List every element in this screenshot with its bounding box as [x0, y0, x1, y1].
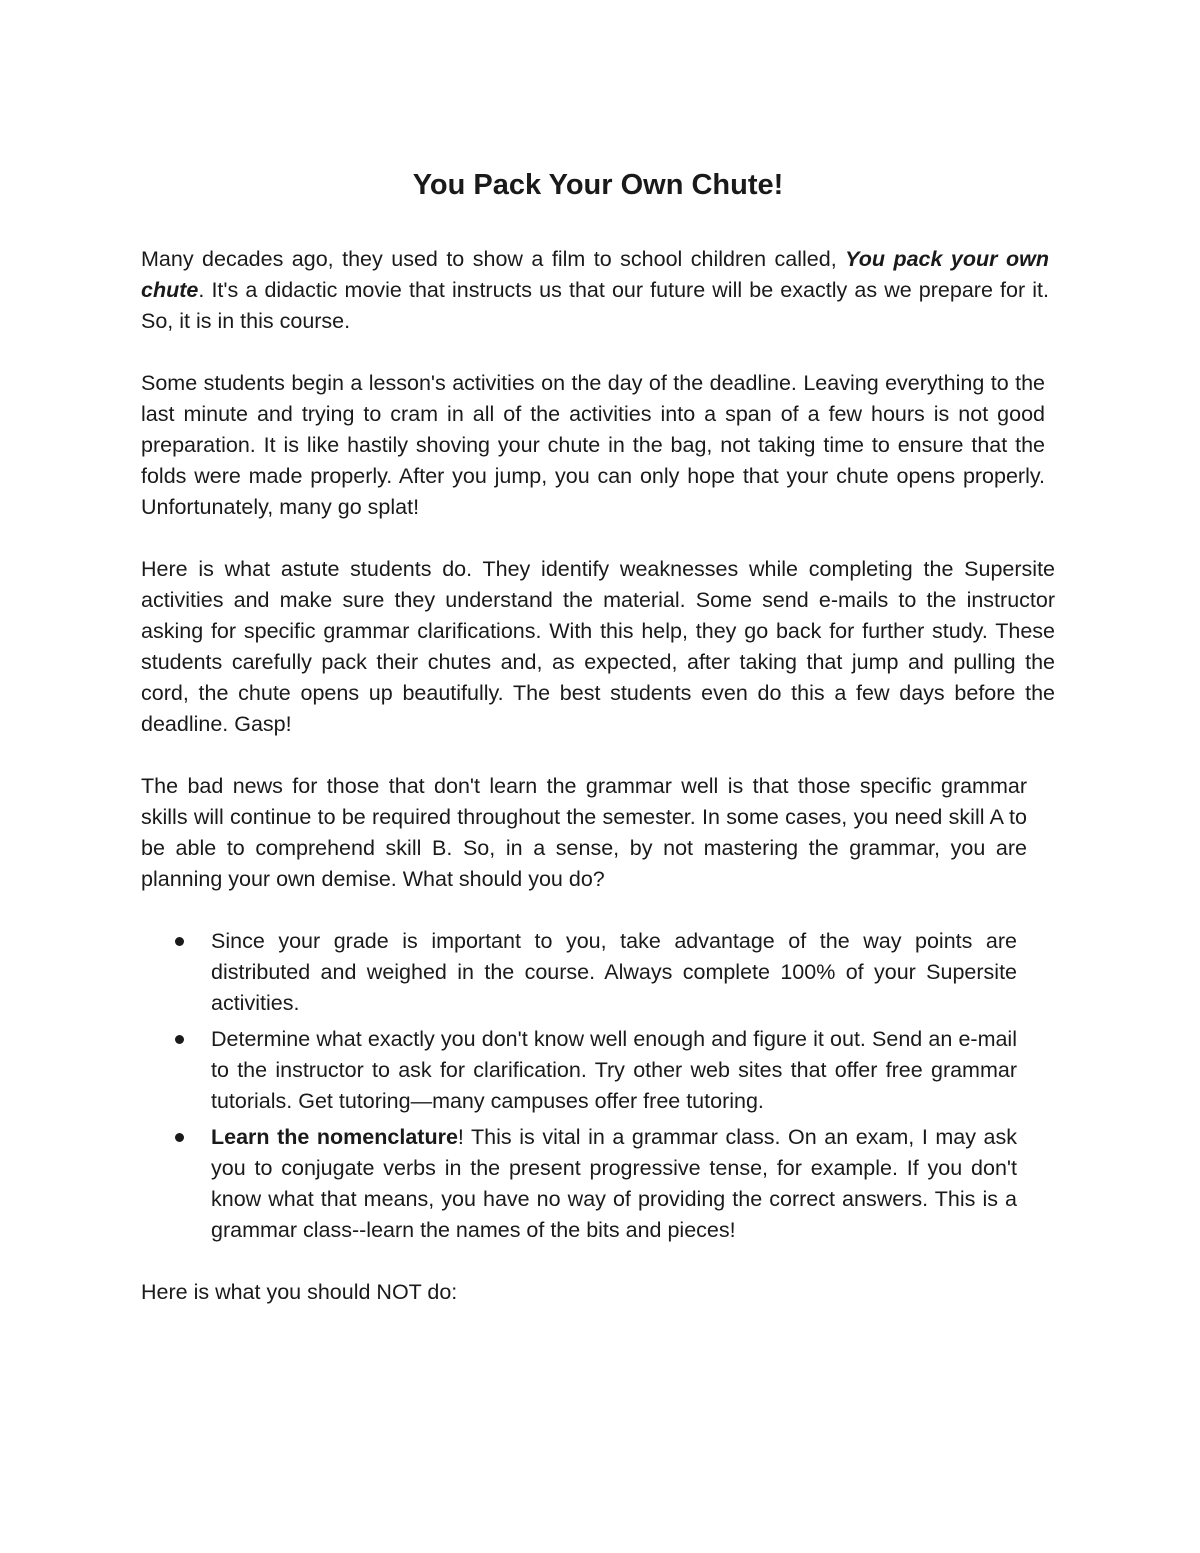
advice-item-text: Determine what exactly you don't know well enough and figure it out. Send an e-mail to the instructor to ask for clarification. Try other web sites that offer free grammar tutorials. Get tutoring—many campuses offer free tutoring. — [211, 1027, 1017, 1113]
nomenclature-bold-text: Learn the nomenclature — [211, 1125, 458, 1149]
advice-item-grade — [141, 926, 1017, 1019]
bullet-icon — [175, 1035, 184, 1044]
paragraph-bad-news: The bad news for those that don't learn the grammar well is that those specific grammar skills will continue to be required throughout the semester. In some cases, you need skill A to be able to comprehend skill B. So, in a sense, by not mastering the grammar, you are planning your own demise. What should you do? — [141, 774, 1027, 891]
advice-item-text: ! This is vital in a grammar class. On an exam, I may ask you to conjugate verbs in the present progressive tense, for example. If you don't know what that means, you have no way of providing the correct answers. This is a grammar class--learn the names of the bits and pieces! — [211, 1125, 1017, 1242]
document-page — [141, 166, 1055, 1339]
paragraph-should-not: Here is what you should NOT do: — [141, 1280, 458, 1304]
intro-text-start: Many decades ago, they used to show a film to school children called, — [141, 247, 846, 271]
bullet-icon — [175, 937, 184, 946]
advice-item-nomenclature — [141, 1122, 1017, 1246]
advice-item-determine — [141, 1024, 1017, 1117]
paragraph-procrastination: Some students begin a lesson's activities on the day of the deadline. Leaving everything to the last minute and trying to cram in all of the activities into a span of a few hours is not good preparation. It is like hastily shoving your chute in the bag, not taking time to ensure that the folds were made properly. After you jump, you can only hope that your chute opens properly. Unfortunately, many go splat! — [141, 371, 1045, 519]
advice-list — [141, 926, 1055, 1246]
document-title: You Pack Your Own Chute! — [412, 169, 784, 201]
paragraph-intro — [141, 244, 1049, 337]
bullet-icon — [175, 1133, 184, 1142]
intro-text-end: . It's a didactic movie that instructs us that our future will be exactly as we prepare for it. So, it is in this course. — [141, 278, 1049, 333]
paragraph-astute-students: Here is what astute students do. They identify weaknesses while completing the Supersite activities and make sure they understand the material. Some send e-mails to the instructor asking for specific grammar clarifications. With this help, they go back for further study. These students carefully pack their chutes and, as expected, after taking that jump and pulling the cord, the chute opens up beautifully. The best students even do this a few days before the deadline. Gasp! — [141, 557, 1055, 736]
advice-item-text: Since your grade is important to you, take advantage of the way points are distributed and weighed in the course. Always complete 100% of your Supersite activities. — [211, 929, 1017, 1015]
film-title-emphasis: You pack your own chute — [141, 247, 1049, 302]
